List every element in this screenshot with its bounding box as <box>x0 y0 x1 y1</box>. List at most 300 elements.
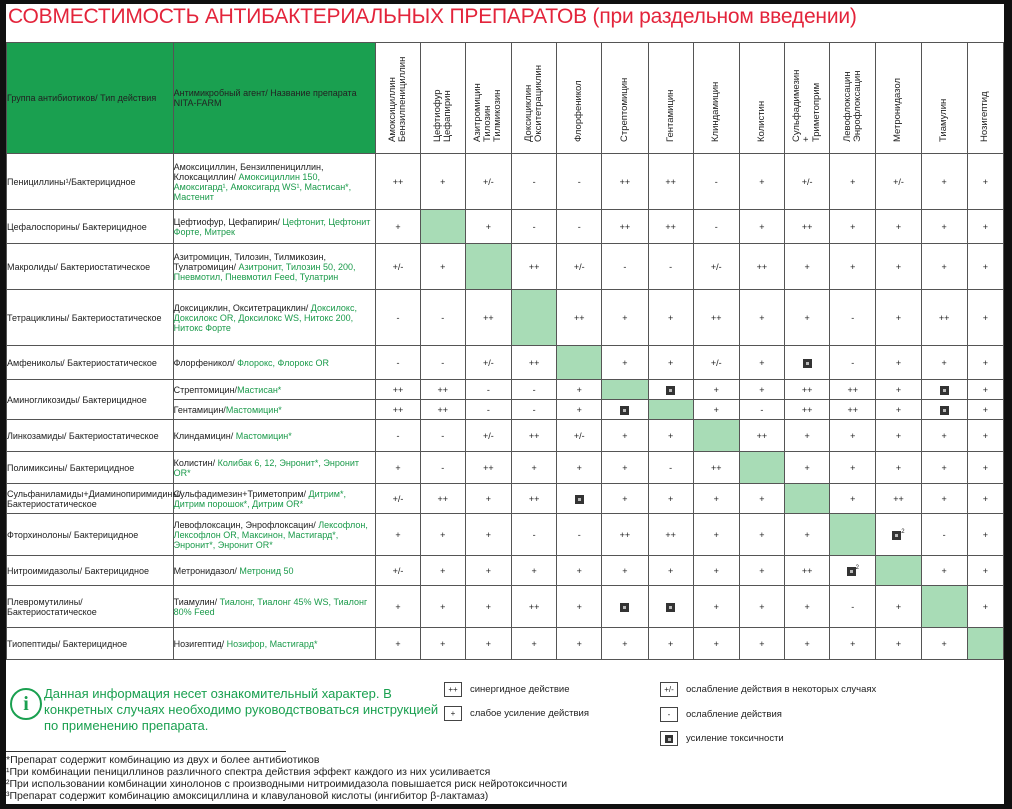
compat-cell: + <box>693 628 739 660</box>
compat-cell: 2 <box>876 514 921 556</box>
compat-cell: + <box>876 346 921 380</box>
compat-cell: + <box>876 452 921 484</box>
drug-column-line: Сульфадимезин <box>791 69 803 142</box>
compat-cell: - <box>830 290 876 346</box>
header-row <box>7 43 1004 154</box>
compat-cell: + <box>785 290 830 346</box>
drug-column-line: + <box>801 136 813 142</box>
compat-cell: ++ <box>693 452 739 484</box>
compat-cell: - <box>693 210 739 244</box>
compat-cell: - <box>376 346 420 380</box>
compatibility-sheet <box>6 4 1004 804</box>
product-names: Доксилокс, Доксилокс OR, Доксилокс WS, Нитокс 200, Нитокс Форте <box>173 302 357 333</box>
compat-cell: ++ <box>602 210 648 244</box>
compat-cell: + <box>785 452 830 484</box>
compat-cell: + <box>967 346 1003 380</box>
drug-column-line: Клиндамицин <box>710 81 722 142</box>
compat-cell: + <box>967 586 1003 628</box>
compat-cell: + <box>967 290 1003 346</box>
compat-cell: + <box>967 514 1003 556</box>
compat-cell: + <box>876 420 921 452</box>
drug-column-line: Энрофлоксацин <box>851 70 863 142</box>
compat-cell: + <box>376 586 420 628</box>
compat-cell: - <box>648 244 693 290</box>
compat-cell: - <box>511 210 556 244</box>
info-icon: i <box>10 688 42 720</box>
drug-column-header <box>511 43 556 154</box>
compat-cell: + <box>420 586 465 628</box>
compat-cell: + <box>739 514 784 556</box>
table-row <box>7 244 1004 290</box>
toxicity-icon <box>940 406 949 415</box>
compat-cell: +/- <box>693 244 739 290</box>
agent-cell <box>173 420 376 452</box>
compat-cell: +/- <box>465 346 511 380</box>
drug-column-label <box>523 42 545 142</box>
drug-column-line: Метронидазол <box>892 77 904 142</box>
compat-cell: + <box>967 452 1003 484</box>
compat-cell: +/- <box>693 346 739 380</box>
drug-column-label <box>751 42 773 142</box>
agent-cell <box>173 380 376 400</box>
agent-names: Метронидазол/ <box>173 565 240 576</box>
table-row <box>7 290 1004 346</box>
drug-column-line: Окситетрациклин <box>533 65 545 142</box>
compat-cell: + <box>420 628 465 660</box>
compat-cell: - <box>921 514 967 556</box>
compat-cell: ++ <box>420 484 465 514</box>
agent-names: Тиамулин/ <box>173 596 220 607</box>
compat-cell: + <box>921 154 967 210</box>
group-cell: Сульфаниламиды+Диаминопиримидины/Бактериостатическое <box>7 484 174 514</box>
compat-cell: + <box>967 484 1003 514</box>
group-cell: Линкозамиды/ Бактериостатическое <box>7 420 174 452</box>
agent-names: Клиндамицин/ <box>173 430 236 441</box>
diagonal-cell <box>830 514 876 556</box>
drug-column-header <box>693 43 739 154</box>
legend-label: усиление токсичности <box>686 733 784 744</box>
compat-cell: + <box>785 420 830 452</box>
compat-cell: + <box>557 586 602 628</box>
compat-cell: + <box>557 452 602 484</box>
compat-cell: + <box>739 586 784 628</box>
compat-cell: - <box>557 154 602 210</box>
compat-cell: ++ <box>511 346 556 380</box>
agent-cell <box>173 400 376 420</box>
legend-symbol: + <box>444 706 462 721</box>
compat-cell: - <box>511 400 556 420</box>
compat-cell: ++ <box>511 244 556 290</box>
legend-weakening <box>660 707 782 722</box>
compat-cell: ++ <box>648 210 693 244</box>
agent-cell <box>173 244 376 290</box>
diagonal-cell <box>693 420 739 452</box>
drug-column-label <box>705 42 727 142</box>
legend-toxicity <box>660 731 784 746</box>
drug-column-label <box>791 42 823 142</box>
drug-column-label <box>887 42 909 142</box>
table-body <box>7 154 1004 660</box>
compat-cell: + <box>648 290 693 346</box>
legend-label: ослабление действия <box>686 709 782 720</box>
group-cell: Тиопептиды/ Бактерицидное <box>7 628 174 660</box>
product-names: Тиалонг, Тиалонг 45% WS, Тиалонг 80% Feed <box>173 596 368 617</box>
compat-cell: + <box>921 484 967 514</box>
compat-cell: ++ <box>739 420 784 452</box>
table-row <box>7 154 1004 210</box>
compat-cell: + <box>967 556 1003 586</box>
compat-cell: + <box>557 628 602 660</box>
compat-cell: + <box>648 484 693 514</box>
compat-cell: + <box>465 484 511 514</box>
footnote: *Препарат содержит комбинацию из двух и более антибиотиков <box>6 754 320 766</box>
compat-cell: - <box>420 452 465 484</box>
compat-cell: - <box>465 380 511 400</box>
compat-cell: +/- <box>876 154 921 210</box>
compat-cell: + <box>465 556 511 586</box>
toxicity-icon <box>620 406 629 415</box>
compat-cell: ++ <box>785 556 830 586</box>
table-row <box>7 346 1004 380</box>
compat-cell: +/- <box>465 154 511 210</box>
compat-cell: ++ <box>511 586 556 628</box>
agent-names: Доксициклин, Окситетрациклин/ <box>173 302 311 313</box>
compat-cell: +/- <box>376 484 420 514</box>
compat-cell: + <box>739 154 784 210</box>
footnote: ²При использовании комбинации хинолонов с производными нитроимидазола повышается риск нейротоксичности <box>6 778 568 790</box>
compat-cell: - <box>420 346 465 380</box>
diagonal-cell <box>876 556 921 586</box>
drug-column-header <box>648 43 693 154</box>
compat-cell: + <box>921 346 967 380</box>
compat-cell: +/- <box>785 154 830 210</box>
agent-names: Нозигептид/ <box>173 638 227 649</box>
compat-cell: + <box>602 628 648 660</box>
drug-column-header <box>376 43 420 154</box>
compat-cell: + <box>739 210 784 244</box>
compat-cell: + <box>830 210 876 244</box>
drug-column-label <box>842 42 864 142</box>
drug-column-header <box>420 43 465 154</box>
compat-cell: + <box>511 628 556 660</box>
drug-column-line: Стрептомицин <box>618 77 630 142</box>
product-names: Мастисан* <box>237 384 282 395</box>
diagonal-cell <box>739 452 784 484</box>
table-row <box>7 586 1004 628</box>
legend-symbol: ++ <box>444 682 462 697</box>
footnote: ³Препарат содержит комбинацию амоксициллина и клавулановой кислоты (ингибитор β-лактамаз) <box>6 790 489 802</box>
group-cell: Аминогликозиды/ Бактерицидное <box>7 380 174 420</box>
compat-cell: + <box>465 514 511 556</box>
compat-cell: + <box>420 556 465 586</box>
drug-column-line: Бензилпенициллин <box>397 56 409 142</box>
compat-cell: + <box>420 514 465 556</box>
compat-cell: ++ <box>420 400 465 420</box>
product-names: Дитрим*, Дитрим порошок*, Дитрим OR* <box>173 488 346 509</box>
table-row <box>7 556 1004 586</box>
compat-cell: + <box>921 628 967 660</box>
compatibility-table <box>6 42 1004 660</box>
compat-cell: + <box>967 154 1003 210</box>
compat-cell: - <box>739 400 784 420</box>
compat-cell: - <box>511 380 556 400</box>
compat-cell: + <box>921 420 967 452</box>
agent-names: Колистин/ <box>173 457 218 468</box>
compat-cell: ++ <box>465 452 511 484</box>
compat-cell: + <box>648 556 693 586</box>
compat-cell: +/- <box>376 244 420 290</box>
product-names: Цефтонит, Цефтонит Форте, Митрек <box>173 216 371 237</box>
drug-column-line: Флорфеникол <box>573 80 585 142</box>
diagonal-cell <box>921 586 967 628</box>
compat-cell: + <box>602 556 648 586</box>
compat-cell: + <box>876 400 921 420</box>
compat-cell: + <box>830 452 876 484</box>
compat-cell: +/- <box>557 244 602 290</box>
compat-cell: + <box>876 380 921 400</box>
compat-cell: + <box>602 420 648 452</box>
compat-cell: + <box>648 628 693 660</box>
compat-cell: + <box>602 484 648 514</box>
compat-cell: + <box>739 556 784 586</box>
compat-cell: - <box>376 420 420 452</box>
compat-cell: ++ <box>420 380 465 400</box>
compat-cell: + <box>511 452 556 484</box>
drug-column-line: Тилозин <box>482 105 494 142</box>
compat-cell: - <box>602 244 648 290</box>
compat-cell: ++ <box>557 290 602 346</box>
group-cell: Амфениколы/ Бактериостатическое <box>7 346 174 380</box>
compat-cell: + <box>876 586 921 628</box>
compat-cell <box>557 484 602 514</box>
diagonal-cell <box>602 380 648 400</box>
compat-cell: ++ <box>602 514 648 556</box>
agent-cell <box>173 452 376 484</box>
agent-cell <box>173 484 376 514</box>
compat-cell: + <box>648 420 693 452</box>
agent-names: Сульфадимезин+Триметоприм/ <box>173 488 309 499</box>
compat-cell <box>921 400 967 420</box>
agent-names: Левофлоксацин, Энрофлоксацин/ <box>173 519 319 530</box>
compat-cell: - <box>420 420 465 452</box>
product-names: Нозифор, Мастигард* <box>226 638 318 649</box>
drug-column-header <box>785 43 830 154</box>
compat-cell: + <box>785 244 830 290</box>
drug-column-label <box>472 42 504 142</box>
compat-cell: - <box>465 400 511 420</box>
compat-cell: 2 <box>830 556 876 586</box>
compat-cell: + <box>785 586 830 628</box>
product-names: Колибак 6, 12, Энронит*, Энронит OR* <box>173 457 359 478</box>
group-cell: Фторхинолоны/ Бактерицидное <box>7 514 174 556</box>
agent-cell <box>173 628 376 660</box>
compat-cell: + <box>876 628 921 660</box>
product-names: Метронид 50 <box>239 565 294 576</box>
compat-cell: + <box>921 210 967 244</box>
toxicity-icon <box>620 603 629 612</box>
agent-cell <box>173 154 376 210</box>
product-names: Мастомицин* <box>225 404 282 415</box>
compat-cell: + <box>921 452 967 484</box>
table-row <box>7 484 1004 514</box>
compat-cell: + <box>376 210 420 244</box>
compat-cell: + <box>967 210 1003 244</box>
drug-column-line: Амоксициллин <box>387 77 399 142</box>
compat-cell: - <box>511 514 556 556</box>
compat-cell: + <box>465 210 511 244</box>
compat-cell: ++ <box>921 290 967 346</box>
compat-cell: + <box>465 586 511 628</box>
drug-column-header <box>921 43 967 154</box>
drug-column-line: Гентамицин <box>664 89 676 142</box>
compat-cell: ++ <box>465 290 511 346</box>
group-cell: Полимиксины/ Бактерицидное <box>7 452 174 484</box>
drug-column-line: Тиамулин <box>938 98 950 142</box>
compat-cell: + <box>420 244 465 290</box>
compat-cell: ++ <box>648 514 693 556</box>
group-cell: Цефалоспорины/ Бактерицидное <box>7 210 174 244</box>
product-names: Флорокс, Флорокс OR <box>237 357 329 368</box>
drug-column-header <box>602 43 648 154</box>
compat-cell: + <box>876 244 921 290</box>
compat-cell: +/- <box>376 556 420 586</box>
compat-cell: ++ <box>785 380 830 400</box>
compat-cell <box>648 380 693 400</box>
drug-column-label <box>933 42 955 142</box>
compat-cell: + <box>602 346 648 380</box>
compat-cell: ++ <box>602 154 648 210</box>
compat-cell: + <box>602 452 648 484</box>
compat-cell: + <box>739 290 784 346</box>
compat-cell: +/- <box>465 420 511 452</box>
legend-label: ослабление действия в некоторых случаях <box>686 684 877 695</box>
legend-symbol <box>660 731 678 746</box>
toxicity-icon <box>847 567 856 576</box>
drug-column-label <box>432 42 454 142</box>
agent-cell <box>173 210 376 244</box>
agent-cell <box>173 586 376 628</box>
drug-column-line: Тилмикозин <box>492 89 504 142</box>
agent-names: Флорфеникол/ <box>173 357 238 368</box>
compat-cell: + <box>557 380 602 400</box>
compat-cell: ++ <box>376 380 420 400</box>
compat-cell: + <box>830 244 876 290</box>
compat-cell: ++ <box>511 420 556 452</box>
table-row <box>7 420 1004 452</box>
compat-cell <box>785 346 830 380</box>
compat-cell: + <box>967 380 1003 400</box>
agent-cell <box>173 556 376 586</box>
compat-cell: + <box>693 380 739 400</box>
toxicity-icon <box>892 531 901 540</box>
compat-cell: + <box>967 400 1003 420</box>
footnote: ¹При комбинации пенициллинов различного спектра действия эффект каждого из них усиливается <box>6 766 491 778</box>
footnote-divider <box>6 751 286 752</box>
compat-cell <box>921 380 967 400</box>
compat-cell: - <box>511 154 556 210</box>
compat-cell: - <box>376 290 420 346</box>
legend-weak-boost <box>444 706 589 721</box>
compat-cell <box>602 586 648 628</box>
drug-column-header <box>830 43 876 154</box>
compat-cell: + <box>557 400 602 420</box>
agent-cell <box>173 514 376 556</box>
drug-column-line: Цефтиофур <box>431 89 443 142</box>
compat-cell: + <box>465 628 511 660</box>
product-names: Лексофлон, Лексофлон OR, Максинон, Мастигард*, Энронит*, Энронит OR* <box>173 519 368 550</box>
compat-cell: + <box>739 346 784 380</box>
compat-cell: + <box>876 290 921 346</box>
info-notice: Данная информация несет ознакомительный характер. В конкретных случаях необходимо руководствоваться инструкцией по применению препарата. <box>44 686 439 733</box>
compat-cell: ++ <box>648 154 693 210</box>
compat-cell: - <box>693 154 739 210</box>
toxicity-icon <box>803 359 812 368</box>
compat-cell: ++ <box>785 400 830 420</box>
compat-cell: + <box>876 210 921 244</box>
compat-cell: + <box>376 628 420 660</box>
group-cell: Пенициллины¹/Бактерицидное <box>7 154 174 210</box>
legend-label: слабое усиление действия <box>470 708 589 719</box>
compat-cell: - <box>420 290 465 346</box>
compat-cell: ++ <box>376 400 420 420</box>
diagonal-cell <box>785 484 830 514</box>
agent-names: Цефтиофур, Цефапирин/ <box>173 216 283 227</box>
compat-cell: + <box>830 420 876 452</box>
legend-symbol: - <box>660 707 678 722</box>
drug-column-line: Левофлоксацин <box>841 71 853 142</box>
diagonal-cell <box>511 290 556 346</box>
compat-cell: + <box>785 628 830 660</box>
product-names: Азитронит, Тилозин 50, 200, Пневмотил, Пневмотил Feed, Тулатрин <box>173 261 356 282</box>
group-cell: Нитроимидазолы/ Бактерицидное <box>7 556 174 586</box>
compat-cell: + <box>511 556 556 586</box>
compat-cell <box>648 586 693 628</box>
drug-column-line: Нозигептид <box>979 91 991 142</box>
drug-column-label <box>660 42 682 142</box>
drug-column-label <box>974 42 996 142</box>
table-row <box>7 380 1004 400</box>
agent-names: Амоксициллин, Бензилпенициллин, Клоксациллин/ <box>173 161 324 182</box>
compat-cell: + <box>602 290 648 346</box>
diagonal-cell <box>967 628 1003 660</box>
drug-column-header <box>967 43 1003 154</box>
drug-column-label <box>614 42 636 142</box>
product-names: Мастомицин* <box>235 430 292 441</box>
compat-cell <box>602 400 648 420</box>
compat-cell: + <box>739 628 784 660</box>
compat-cell: ++ <box>376 154 420 210</box>
compat-cell: + <box>693 556 739 586</box>
drug-column-line: Колистин <box>755 100 767 142</box>
toxicity-icon <box>666 386 675 395</box>
compat-cell: + <box>967 420 1003 452</box>
compat-cell: + <box>693 586 739 628</box>
diagonal-cell <box>420 210 465 244</box>
compat-cell: ++ <box>739 244 784 290</box>
agent-names: Азитромицин, Тилозин, Тилмикозин, Тулатромицин/ <box>173 251 326 272</box>
agent-names: Стрептомицин/ <box>173 384 238 395</box>
compat-cell: + <box>739 380 784 400</box>
compat-cell: - <box>830 586 876 628</box>
compat-cell: + <box>830 154 876 210</box>
compat-cell: + <box>921 244 967 290</box>
drug-column-line: Триметоприм <box>811 82 823 142</box>
compat-cell: + <box>739 484 784 514</box>
compat-cell: ++ <box>511 484 556 514</box>
compat-cell: - <box>557 210 602 244</box>
compat-cell: +/- <box>557 420 602 452</box>
legend-symbol: +/- <box>660 682 678 697</box>
